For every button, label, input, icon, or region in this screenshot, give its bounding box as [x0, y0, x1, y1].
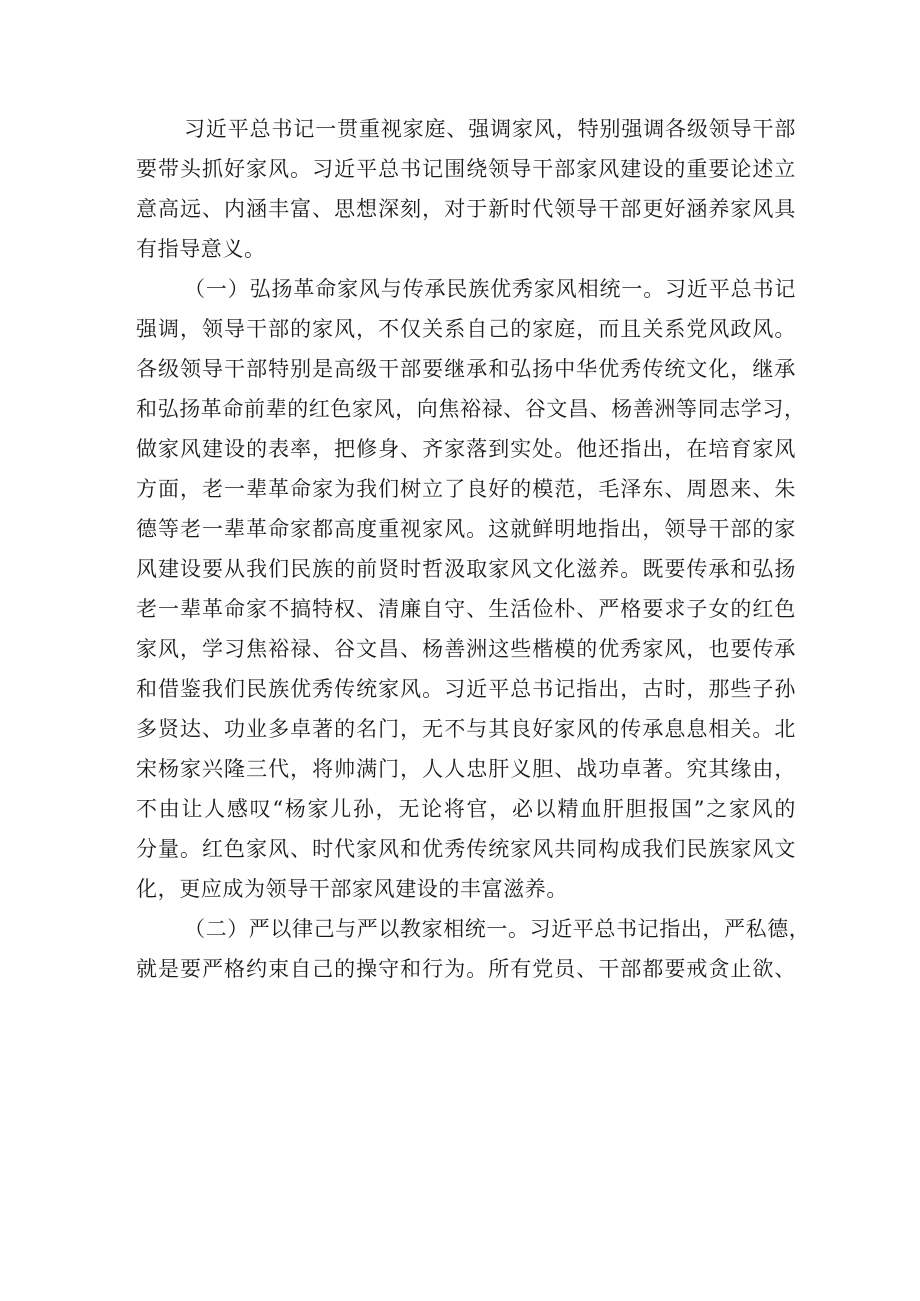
text-line: 化，更应成为领导干部家风建设的丰富滋养。 [136, 877, 568, 901]
text-line: 老一辈革命家不搞特权、清廉自守、生活俭朴、严格要求子女的红色 [136, 597, 796, 621]
text-line: 多贤达、功业多卓著的名门，无不与其良好家风的传承息息相关。北 [136, 717, 796, 741]
text-line: （一）弘扬革命家风与传承民族优秀家风相统一。习近平总书记 [184, 277, 796, 301]
text-line: 就是要严格约束自己的操守和行为。所有党员、干部都要戒贪止欲、 [136, 957, 796, 981]
text-line: 德等老一辈革命家都高度重视家风。这就鲜明地指出，领导干部的家 [136, 517, 796, 541]
text-line: 风建设要从我们民族的前贤时哲汲取家风文化滋养。既要传承和弘扬 [136, 557, 796, 581]
text-line: 和弘扬革命前辈的红色家风，向焦裕禄、谷文昌、杨善洲等同志学习， [136, 397, 806, 421]
text-line: 不由让人感叹“杨家儿孙，无论将官，必以精血肝胆报国”之家风的 [136, 797, 796, 821]
text-line: 有指导意义。 [136, 237, 266, 261]
text-line: 习近平总书记一贯重视家庭、强调家风，特别强调各级领导干部 [184, 117, 796, 141]
text-line: 意高远、内涵丰富、思想深刻，对于新时代领导干部更好涵养家风具 [136, 197, 796, 221]
text-line: 各级领导干部特别是高级干部要继承和弘扬中华优秀传统文化，继承 [136, 357, 796, 381]
paragraph-section-1 [136, 269, 806, 909]
text-line: 要带头抓好家风。习近平总书记围绕领导干部家风建设的重要论述立 [136, 157, 796, 181]
document-page [136, 109, 811, 989]
text-line: 和借鉴我们民族优秀传统家风。习近平总书记指出，古时，那些子孙 [136, 677, 796, 701]
text-line: （二）严以律己与严以教家相统一。习近平总书记指出，严私德， [184, 917, 811, 941]
text-line: 方面，老一辈革命家为我们树立了良好的模范，毛泽东、周恩来、朱 [136, 477, 796, 501]
text-line: 家风，学习焦裕禄、谷文昌、杨善洲这些楷模的优秀家风，也要传承 [136, 637, 796, 661]
text-line: 宋杨家兴隆三代，将帅满门，人人忠肝义胆、战功卓著。究其缘由， [136, 757, 796, 781]
paragraph-section-2 [136, 909, 811, 989]
text-line: 做家风建设的表率，把修身、齐家落到实处。他还指出，在培育家风 [136, 437, 796, 461]
paragraph-intro [136, 109, 796, 269]
text-line: 分量。红色家风、时代家风和优秀传统家风共同构成我们民族家风文 [136, 837, 796, 861]
text-line: 强调，领导干部的家风，不仅关系自己的家庭，而且关系党风政风。 [136, 317, 796, 341]
